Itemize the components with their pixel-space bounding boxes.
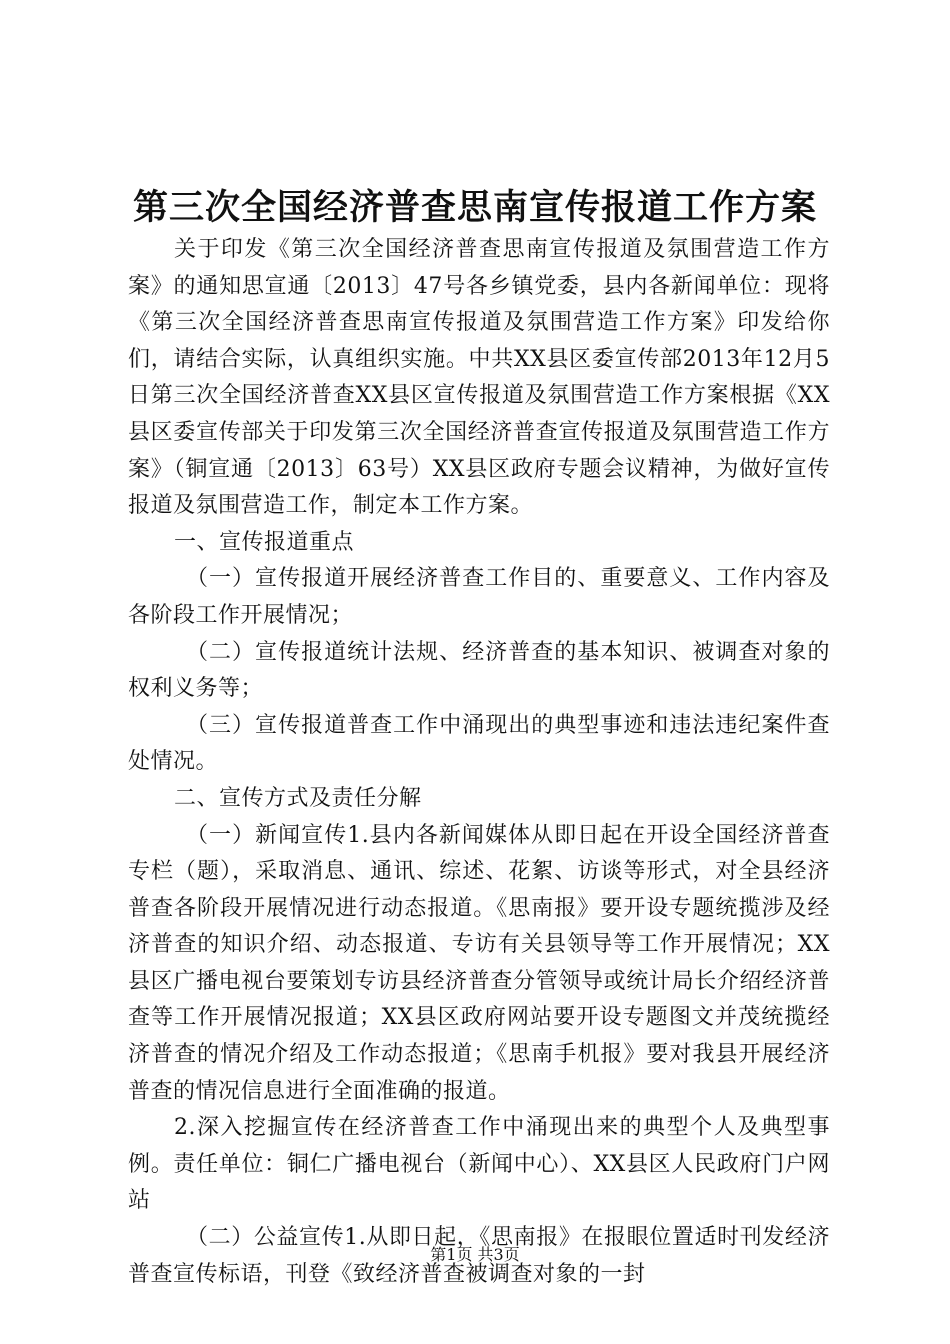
page-number: 第1页 共3页 [430, 1245, 520, 1264]
heading-section-2: 二、宣传方式及责任分解 [174, 785, 422, 811]
paragraph-item-2-1-2: 2.深入挖掘宣传在经济普查工作中涌现出来的典型个人及典型事例。责任单位：铜仁广播电视台（新闻中心）、XX县区人民政府门户网站 [128, 1115, 830, 1214]
paragraph-item-1-3: （三）宣传报道普查工作中涌现出的典型事迹和违法违纪案件查处情况。 [128, 712, 830, 775]
heading-section-1: 一、宣传报道重点 [174, 529, 355, 555]
paragraph-item-1-2: （二）宣传报道统计法规、经济普查的基本知识、被调查对象的权利义务等； [128, 639, 830, 702]
paragraph-item-2-1: （一）新闻宣传1.县内各新闻媒体从即日起在开设全国经济普查专栏（题），采取消息、通讯、综述、花絮、访谈等形式，对全县经济普查各阶段开展情况进行动态报道。《思南报》要开设专题统揽涉及经济普查的知识介绍、动态报道、专访有关县领导等工作开展情况；XX县区广播电视台要策划专访县经济普查分管领导或统计局长介绍经济普查等工作开展情况报道；XX县区政府网站要开设专题图文并茂统揽经济普查的情况介绍及工作动态报道；《思南手机报》要对我县开展经济普查的情况信息进行全面准确的报道。 [128, 822, 830, 1104]
paragraph-intro: 关于印发《第三次全国经济普查思南宣传报道及氛围营造工作方案》的通知思宣通〔2013〕47号各乡镇党委，县内各新闻单位：现将《第三次全国经济普查思南宣传报道及氛围营造工作方案》印发给你们，请结合实际，认真组织实施。中共XX县区委宣传部2013年12月5日第三次全国经济普查XX县区宣传报道及氛围营造工作方案根据《XX县区委宣传部关于印发第三次全国经济普查宣传报道及氛围营造工作方案》（铜宣通〔2013〕63号）XX县区政府专题会议精神，为做好宣传报道及氛围营造工作，制定本工作方案。 [128, 237, 830, 519]
paragraph-item-1-1: （一）宣传报道开展经济普查工作目的、重要意义、工作内容及各阶段工作开展情况； [128, 566, 830, 628]
document-body [128, 232, 830, 1293]
document-title: 第三次全国经济普查思南宣传报道工作方案 [132, 188, 817, 228]
paragraph-item-2-2: （二）公益宣传1.从即日起，《思南报》在报眼位置适时刊发经济普查宣传标语，刊登《致经济普查被调查对象的一封 [128, 1225, 830, 1287]
